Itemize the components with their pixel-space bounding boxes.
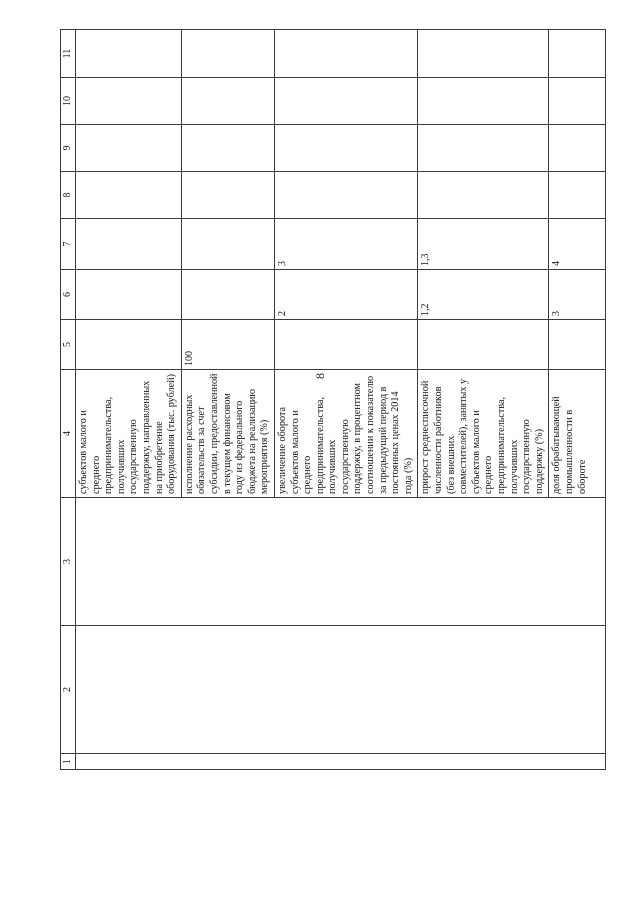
value-col11 — [181, 30, 274, 78]
value-col8 — [274, 172, 418, 219]
value-col7 — [76, 219, 182, 270]
col-num-4: 4 — [61, 370, 76, 498]
value-col10 — [549, 78, 606, 125]
rotated-table-container — [60, 30, 600, 770]
cell-col1 — [76, 754, 606, 770]
value-col11 — [76, 30, 182, 78]
value-col7: 1,3 — [418, 219, 549, 270]
col-num-10: 10 — [61, 78, 76, 125]
value-col10 — [274, 78, 418, 125]
col-num-1: 1 — [61, 754, 76, 770]
col-num-7: 7 — [61, 219, 76, 270]
value-col6: 1,2 — [418, 270, 549, 320]
value-col6: 2 — [274, 270, 418, 320]
col-num-9: 9 — [61, 125, 76, 172]
value-col7 — [181, 219, 274, 270]
col-num-3: 3 — [61, 498, 76, 626]
col-num-5: 5 — [61, 320, 76, 370]
value-col7: 4 — [549, 219, 606, 270]
value-col5 — [418, 320, 549, 370]
value-col5 — [549, 320, 606, 370]
value-col6 — [181, 270, 274, 320]
value-col6 — [76, 270, 182, 320]
col-num-11: 11 — [61, 30, 76, 78]
table-row — [76, 30, 182, 770]
indicator-name-cell: исполнение расходных обязательств за счет субсидии, предоставленной в текущем финансовом году из федерального бюджета на реализацию мероприятия (%) — [181, 370, 274, 498]
cell-col2 — [76, 626, 606, 754]
value-col11 — [274, 30, 418, 78]
value-col11 — [549, 30, 606, 78]
indicator-name-cell: доля обрабатывающей промышленности в обороте — [549, 370, 606, 498]
value-col11 — [418, 30, 549, 78]
value-col9 — [76, 125, 182, 172]
value-col5 — [76, 320, 182, 370]
value-col10 — [76, 78, 182, 125]
value-col8 — [549, 172, 606, 219]
indicator-name-cell: прирост среднесписочной численности работников (без внешних совместителей), занятых у субъектов малого и среднего предпринимательства, получивших государственную поддержку (%) — [418, 370, 549, 498]
value-col9 — [181, 125, 274, 172]
value-col5: 100 — [181, 320, 274, 370]
value-col8 — [418, 172, 549, 219]
value-col8 — [76, 172, 182, 219]
value-col9 — [274, 125, 418, 172]
page-number: 8 — [313, 373, 327, 379]
value-col8 — [181, 172, 274, 219]
indicator-name-cell: субъектов малого и среднего предпринимательства, получивших государственную поддержку, направленных на приобретение оборудования (тыс. рублей) — [76, 370, 182, 498]
cell-col3 — [76, 498, 606, 626]
value-col5 — [274, 320, 418, 370]
value-col6: 3 — [549, 270, 606, 320]
value-col10 — [181, 78, 274, 125]
column-number-row — [61, 30, 76, 770]
col-num-6: 6 — [61, 270, 76, 320]
value-col10 — [418, 78, 549, 125]
indicator-name-cell: увеличение оборота субъектов малого и среднего предпринимательства, получивших государственную поддержку, в процентном соотношении к показателю за предыдущий период в постоянных ценах 2014 года (%) — [274, 370, 418, 498]
value-col7: 3 — [274, 219, 418, 270]
col-num-8: 8 — [61, 172, 76, 219]
indicators-table — [60, 29, 606, 770]
value-col9 — [549, 125, 606, 172]
value-col9 — [418, 125, 549, 172]
col-num-2: 2 — [61, 626, 76, 754]
